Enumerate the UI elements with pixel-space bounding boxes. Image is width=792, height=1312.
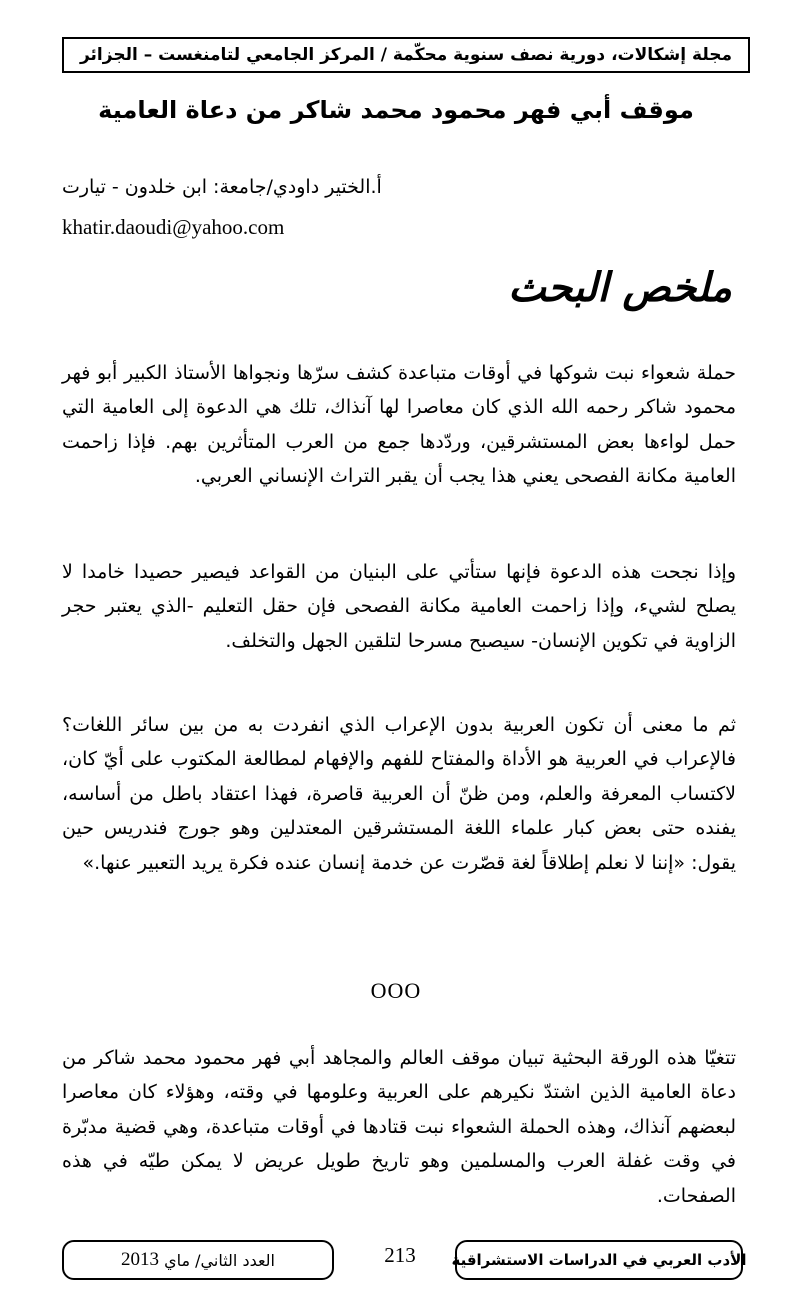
page-number: 213 bbox=[384, 1243, 416, 1267]
abstract-paragraph-3: ثم ما معنى أن تكون العربية بدون الإعراب الذي انفردت به من بين سائر اللغات؟ فالإعراب في العربية هو الأداة والمفتاح للفهم والإفهام لمطالعة المكتوب على أيّ كان، لاكتساب المعرفة والعلم، ومن ظنّ أن العربية قاصرة، فهذا اعتقاد باطل من أساسه، يفنده حتى بعض كبار علماء اللغة المستشرقين المعتدلين وهو جورج فندريس حين يقول: «إننا لا نعلم إطلاقاً لغة قصّرت عن خدمة إنسان عنده فكرة يريد التعبير عنها.» bbox=[62, 714, 736, 874]
issue-box bbox=[62, 1240, 334, 1280]
journal-header-text: مجلة إشكالات، دورية نصف سنوية محكّمة / المركز الجامعي لتامنغست – الجزائر bbox=[79, 45, 733, 65]
journal-name-box bbox=[451, 1240, 747, 1280]
abstract-paragraph-1: حملة شعواء نبت شوكها في أوقات متباعدة كشف سرّها ونجواها الأستاذ الكبير أبو فهر محمود شاكر رحمه الله الذي كان معاصرا لها آنذاك، تلك هي الدعوة إلى العامية التي حمل لواءها بعض المستشرقين، وردّدها جمع من العرب المتأثرين بهم. فإذا زاحمت العامية مكانة الفصحى يعني هذا يجب أن يقبر التراث الإنساني العربي. bbox=[62, 362, 736, 488]
abstract-heading bbox=[508, 248, 732, 326]
intro-paragraph: تتغيّا هذه الورقة البحثية تبيان موقف العالم والمجاهد أبي فهر محمود محمد شاكر من دعاة العامية الذين اشتدّ نكيرهم على العربية وعلومها في وقته، وهؤلاء كان معاصرا لبعضهم آنذاك، وهذه الحملة الشعواء نبت قتادها في أوقات متباعدة، وهي قضية مدبّرة في وقت غفلة العرب والمسلمين وهو تاريخ طويل عريض لا يمكن طيّه في هذه الصفحات. bbox=[62, 1047, 736, 1207]
journal-name: الأدب العربي في الدراسات الاستشراقية bbox=[451, 1251, 747, 1269]
journal-header bbox=[62, 37, 750, 73]
abstract-paragraph-2: وإذا نجحت هذه الدعوة فإنها ستأتي على البنيان من القواعد فيصير حصيدا خامدا لا يصلح لشيء، وإذا زاحمت العامية مكانة الفصحى فإن حقل التعليم -الذي يعتبر حجر الزاوية في تكوين الإنسان- سيصبح مسرحا لتلقين الجهل والتخلف. bbox=[62, 561, 736, 652]
issue-year: 2013 bbox=[121, 1249, 159, 1270]
article-title: موقف أبي فهر محمود محمد شاكر من دعاة العامية bbox=[98, 96, 694, 124]
issue-label: العدد الثاني/ ماي bbox=[164, 1250, 275, 1270]
section-separator: OOO bbox=[370, 978, 422, 1003]
abstract-heading-text: ملخص البحث bbox=[508, 263, 732, 311]
author-email[interactable]: khatir.daoudi@yahoo.com bbox=[62, 215, 285, 239]
author-line: أ.الختير داودي/جامعة: ابن خلدون - تيارت bbox=[62, 176, 382, 198]
